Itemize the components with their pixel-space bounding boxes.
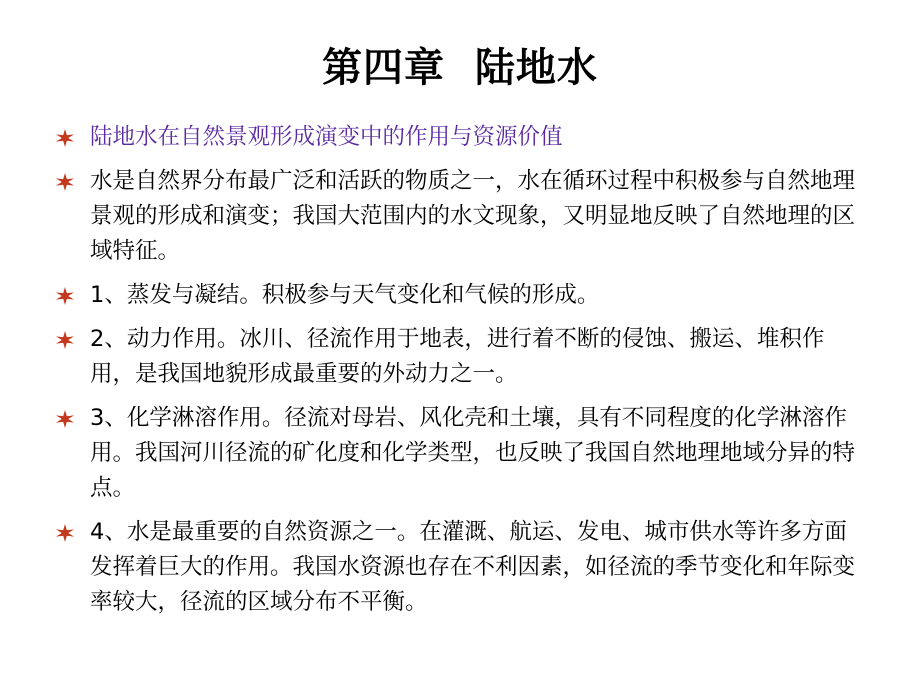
slide-title: 第四章 陆地水 xyxy=(322,44,598,91)
bullet-item-2 xyxy=(56,164,866,269)
starburst-bullet-icon xyxy=(56,524,74,542)
bullet-text: 2、动力作用。冰川、径流作用于地表，进行着不断的侵蚀、搬运、堆积作用，是我国地貌形成最重要的外动力之一。 xyxy=(90,326,825,387)
bullet-text: 1、蒸发与凝结。积极参与天气变化和气候的形成。 xyxy=(90,282,600,308)
starburst-bullet-icon xyxy=(56,173,74,191)
starburst-bullet-icon xyxy=(56,287,74,305)
starburst-bullet-icon xyxy=(56,129,74,147)
bullet-item-3 xyxy=(56,278,866,313)
bullet-item-6 xyxy=(56,515,866,620)
bullet-text: 4、水是最重要的自然资源之一。在灌溉、航运、发电、城市供水等许多方面发挥着巨大的作用。我国水资源也存在不利因素，如径流的季节变化和年际变率较大，径流的区域分布不平衡。 xyxy=(90,519,856,615)
starburst-bullet-icon xyxy=(56,331,74,349)
bullet-text: 3、化学淋溶作用。径流对母岩、风化壳和土壤，具有不同程度的化学淋溶作用。我国河川径流的矿化度和化学类型，也反映了我国自然地理地域分异的特点。 xyxy=(90,405,856,501)
starburst-bullet-icon xyxy=(56,410,74,428)
bullet-item-4 xyxy=(56,322,866,392)
bullet-text: 陆地水在自然景观形成演变中的作用与资源价值 xyxy=(90,124,563,150)
bullet-item-1 xyxy=(56,120,866,155)
bullet-list xyxy=(56,120,866,629)
bullet-item-5 xyxy=(56,401,866,506)
bullet-text: 水是自然界分布最广泛和活跃的物质之一，水在循环过程中积极参与自然地理景观的形成和演变；我国大范围内的水文现象，又明显地反映了自然地理的区域特征。 xyxy=(90,168,856,264)
